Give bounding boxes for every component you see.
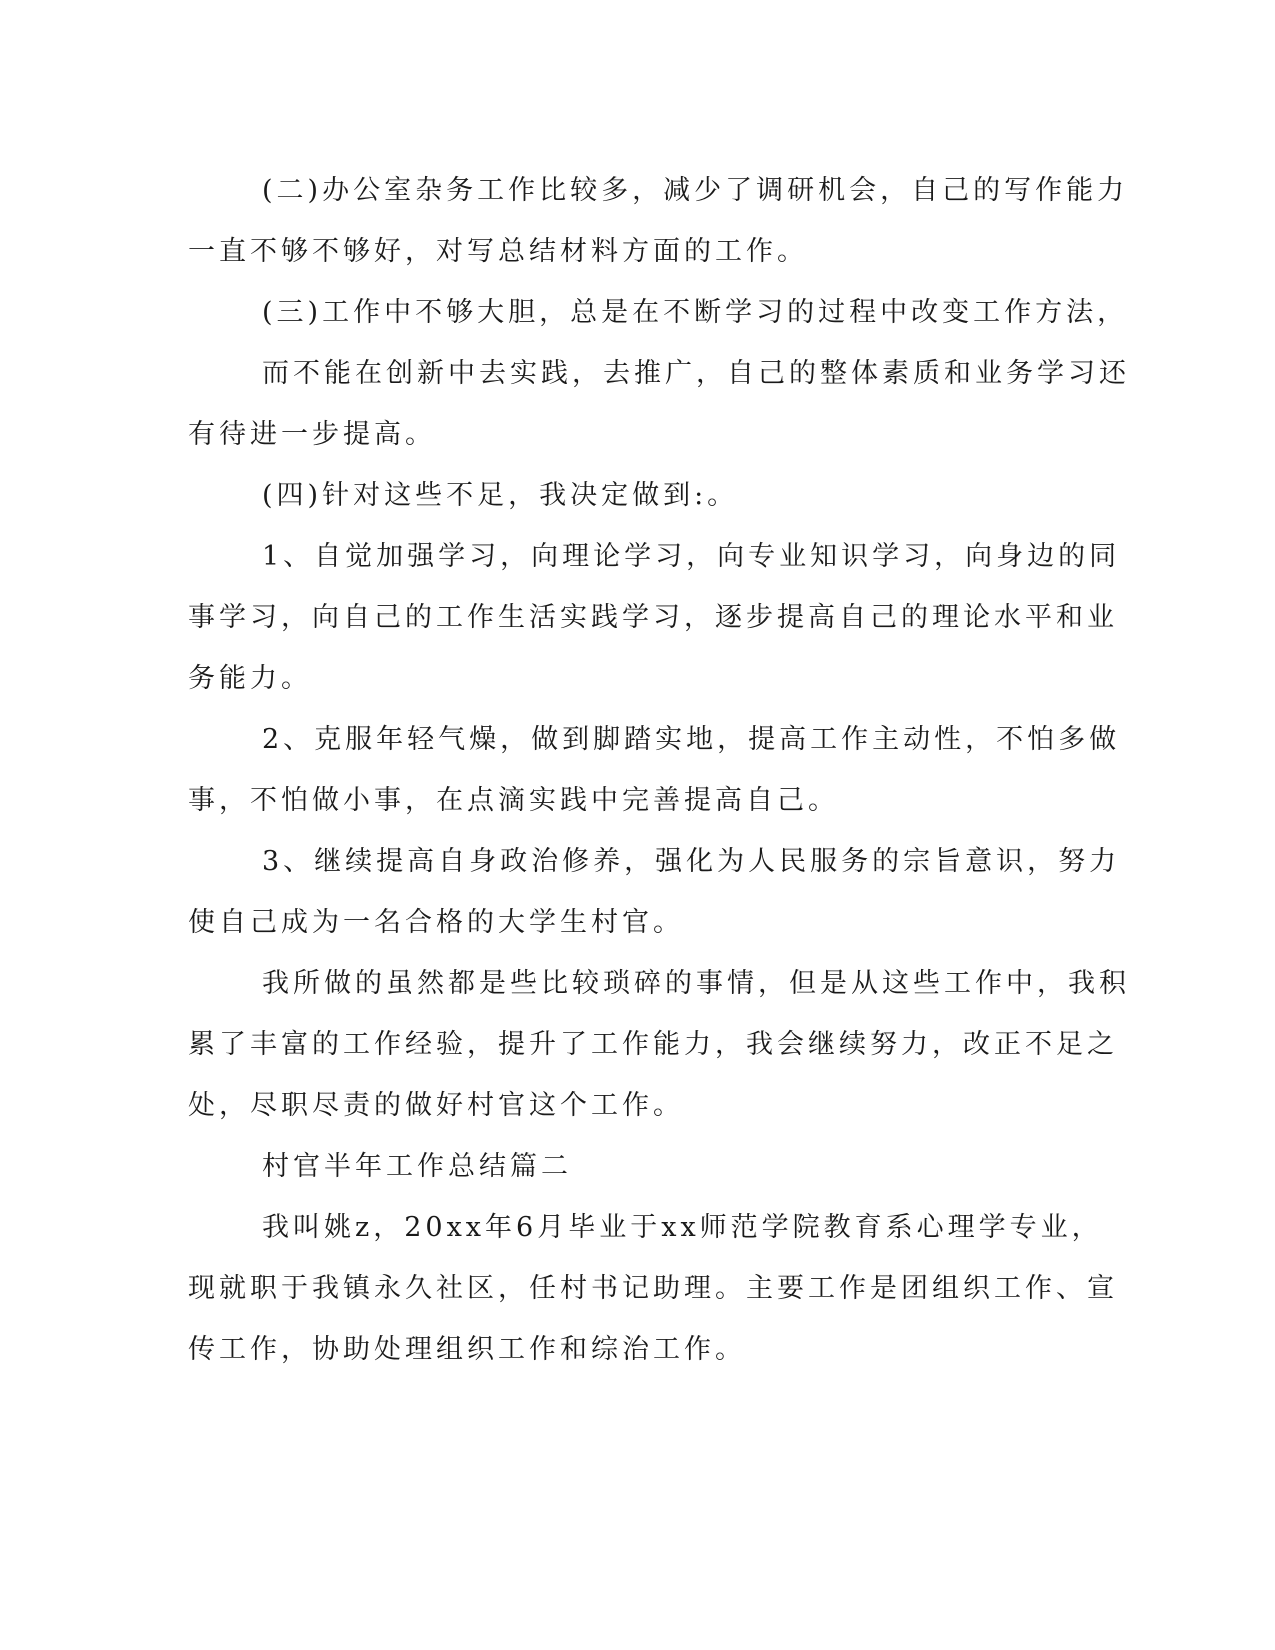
- text-line: 传工作，协助处理组织工作和综治工作。: [188, 1334, 746, 1365]
- text-line: (二)办公室杂务工作比较多，减少了调研机会，自己的写作能力: [262, 175, 1129, 206]
- text-line: 事学习，向自己的工作生活实践学习，逐步提高自己的理论水平和业: [188, 602, 1118, 633]
- text-line: 1、自觉加强学习，向理论学习，向专业知识学习，向身边的同: [262, 541, 1121, 572]
- text-line: 3、继续提高自身政治修养，强化为人民服务的宗旨意识，努力: [262, 846, 1121, 877]
- text-line: 2、克服年轻气燥，做到脚踏实地，提高工作主动性，不怕多做: [262, 724, 1121, 755]
- text-line: 累了丰富的工作经验，提升了工作能力，我会继续努力，改正不足之: [188, 1029, 1118, 1060]
- text-line: 一直不够不够好，对写总结材料方面的工作。: [188, 236, 808, 267]
- text-line: 处，尽职尽责的做好村官这个工作。: [188, 1090, 684, 1121]
- text-line: 我叫姚z，20xx年6月毕业于xx师范学院教育系心理学专业，: [262, 1212, 1103, 1243]
- text-line: 事，不怕做小事，在点滴实践中完善提高自己。: [188, 785, 839, 816]
- text-line: 使自己成为一名合格的大学生村官。: [188, 907, 684, 938]
- section-heading: 村官半年工作总结篇二: [262, 1151, 572, 1182]
- text-line: (四)针对这些不足，我决定做到:。: [262, 480, 739, 511]
- text-line: 现就职于我镇永久社区，任村书记助理。主要工作是团组织工作、宣: [188, 1273, 1118, 1304]
- document-body: [188, 160, 1130, 1380]
- text-line: 而不能在创新中去实践，去推广，自己的整体素质和业务学习还: [262, 358, 1130, 389]
- text-line: 有待进一步提高。: [188, 419, 436, 450]
- text-line: 务能力。: [188, 663, 312, 694]
- text-line: 我所做的虽然都是些比较琐碎的事情，但是从这些工作中，我积: [262, 968, 1130, 999]
- text-line: (三)工作中不够大胆，总是在不断学习的过程中改变工作方法，: [262, 297, 1129, 328]
